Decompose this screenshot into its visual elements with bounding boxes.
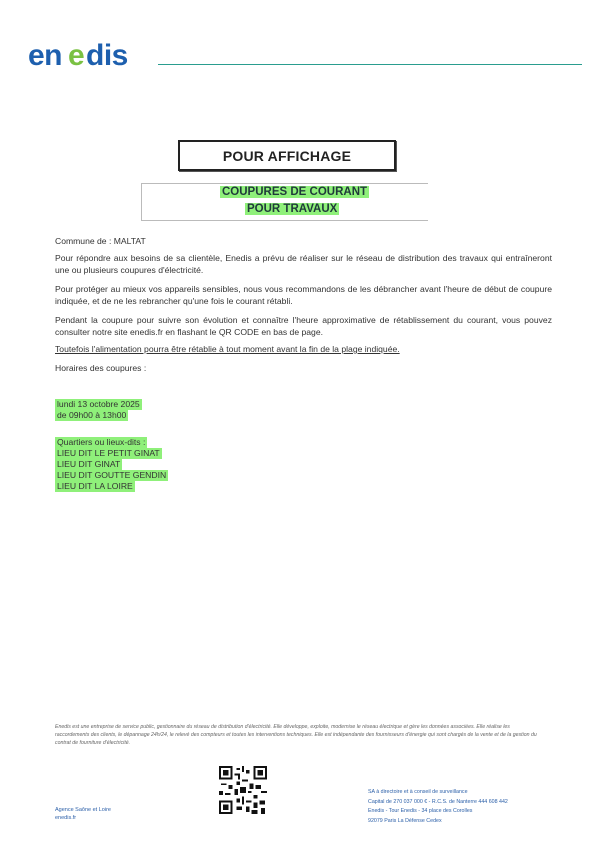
enedis-logo [28, 40, 154, 70]
legal-notice: Enedis est une entreprise de service public, gestionnaire du réseau de distribution d'électricité. Elle développe, exploite, modernise le réseau électrique et gère les données associées. Elle réalise les raccordements des clients, le dépannage 24h/24, le relevé des compteurs et toutes les interventions techniques. Elle est indépendante des fournisseurs d'énergie qui sont chargés de la vente et de la gestion du contrat de fourniture d'électricité. [55, 724, 537, 746]
paragraph-4: Toutefois l'alimentation pourra être rétablie à tout moment avant la fin de la plage indiquée. [55, 344, 400, 354]
title-line-2: POUR TRAVAUX [247, 203, 338, 215]
schedule-time: de 09h00 à 13h00 [57, 410, 127, 420]
svg-text:en: en [28, 40, 63, 70]
places-label: Quartiers ou lieux-dits : [57, 437, 146, 447]
header-rule [158, 64, 582, 65]
company-info [368, 788, 508, 826]
agency-block [55, 806, 111, 822]
paragraph-1: Pour répondre aux besoins de sa clientèle, Enedis a prévu de réaliser sur le réseau de distribution des travaux qui entraîneront une ou plusieurs coupures d'électricité. [55, 253, 552, 275]
company-line: Enedis - Tour Enedis - 34 place des Corolles [368, 808, 473, 814]
horaires-label: Horaires des coupures : [55, 363, 147, 373]
svg-text:dis: dis [86, 40, 128, 70]
schedule-date: lundi 13 octobre 2025 [57, 399, 140, 409]
paragraph-3: Pendant la coupure pour suivre son évolution et connaître l'heure approximative de rétablissement du courant, vous pouvez consulter notre site enedis.fr en flashant le QR CODE en bas de page. [55, 315, 552, 337]
commune: Commune de : MALTAT [55, 236, 146, 246]
pour-affichage-label: POUR AFFICHAGE [222, 147, 352, 164]
company-line: Capital de 270 037 000 € - R.C.S. de Nanterre 444 608 442 [368, 798, 508, 805]
place-item: LIEU DIT LE PETIT GINAT [57, 448, 160, 458]
schedule-block [55, 399, 142, 421]
place-item: LIEU DIT GOUTTE GENDIN [57, 470, 167, 480]
qr-code-icon[interactable] [219, 766, 267, 814]
company-line: 92079 Paris La Défense Cedex [368, 817, 442, 824]
agency-name: Agence Saône et Loire [55, 807, 111, 813]
places-block [55, 437, 168, 492]
place-item: LIEU DIT GINAT [57, 459, 121, 469]
svg-text:e: e [68, 40, 85, 70]
paragraph-2: Pour protéger au mieux vos appareils sensibles, nous vous recommandons de les débrancher avant l'heure de début de coupure indiquée, et de ne les rebrancher qu'une fois le courant rétabli. [55, 284, 552, 306]
title-line-1: COUPURES DE COURANT [222, 186, 368, 198]
company-line: SA à directoire et à conseil de surveillance [368, 789, 468, 795]
pour-affichage-box [178, 140, 396, 171]
place-item: LIEU DIT LA LOIRE [57, 481, 133, 491]
website-link[interactable]: enedis.fr [55, 815, 77, 821]
